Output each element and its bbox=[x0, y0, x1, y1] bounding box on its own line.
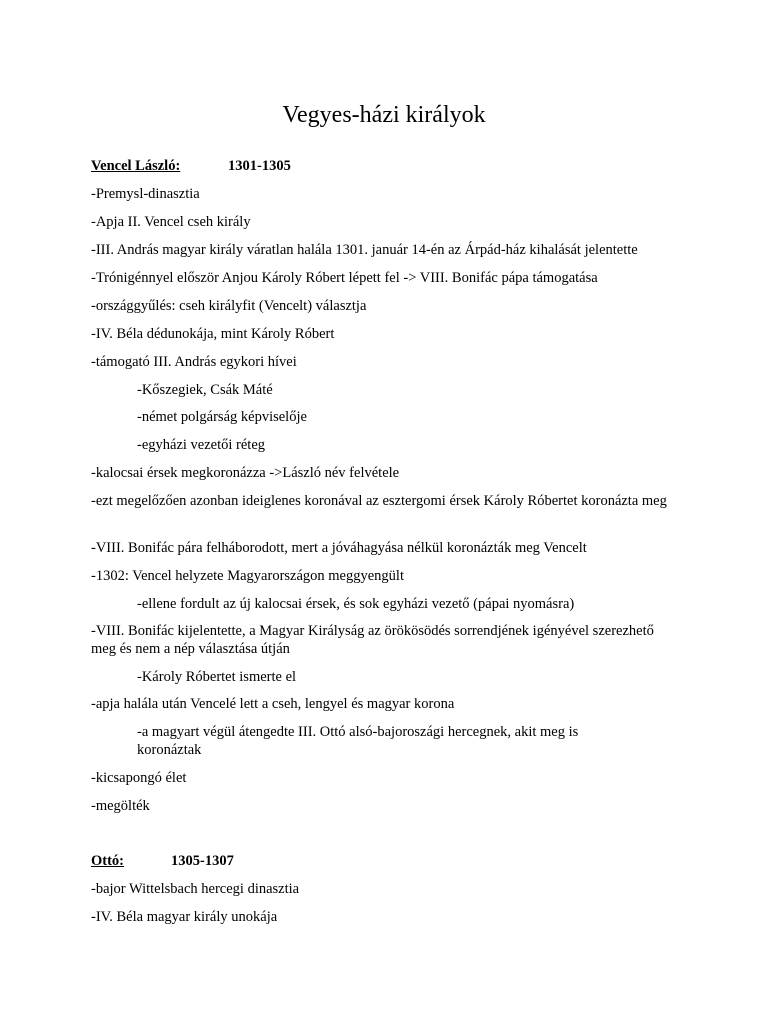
sub-list-item: -Kőszegiek, Csák Máté bbox=[137, 382, 273, 398]
document-title: Vegyes-házi királyok bbox=[282, 102, 486, 128]
sub-list-item: -Károly Róbertet ismerte el bbox=[137, 669, 297, 685]
list-item: -IV. Béla magyar király unokája bbox=[91, 909, 278, 925]
section-heading-vencel bbox=[91, 157, 291, 175]
sub-list-item: -német polgárság képviselője bbox=[137, 409, 307, 425]
list-item: -országgyűlés: cseh királyfit (Vencelt) választja bbox=[91, 298, 367, 314]
section-name: Ottó: bbox=[91, 853, 125, 869]
list-item: -apja halála után Vencelé lett a cseh, lengyel és magyar korona bbox=[91, 696, 455, 712]
section-heading-otto bbox=[91, 852, 234, 870]
list-item: -VIII. Bonifác kijelentette, a Magyar Királyság az örökösödés sorrendjének igényével szerezhető meg és nem a nép választása útján bbox=[91, 623, 654, 657]
list-item: -bajor Wittelsbach hercegi dinasztia bbox=[91, 881, 300, 897]
list-item: -támogató III. András egykori hívei bbox=[91, 354, 297, 370]
list-item: -VIII. Bonifác pára felháborodott, mert a jóváhagyása nélkül koronázták meg Vencelt bbox=[91, 540, 587, 556]
list-item: -IV. Béla dédunokája, mint Károly Róbert bbox=[91, 326, 335, 342]
section-years: 1301-1305 bbox=[228, 158, 291, 174]
sub-list-item: -egyházi vezetői réteg bbox=[137, 437, 266, 453]
list-item: -1302: Vencel helyzete Magyarországon meggyengült bbox=[91, 568, 404, 584]
list-item: -ezt megelőzően azonban ideiglenes koronával az esztergomi érsek Károly Róbertet koronázta meg bbox=[91, 493, 667, 509]
list-item: -kalocsai érsek megkoronázza ->László név felvétele bbox=[91, 465, 400, 481]
list-item: -megölték bbox=[91, 798, 150, 814]
list-item: -Trónigénnyel először Anjou Károly Róbert lépett fel -> VIII. Bonifác pápa támogatása bbox=[91, 270, 598, 286]
list-item: -III. András magyar király váratlan halála 1301. január 14-én az Árpád-ház kihalását jelentette bbox=[91, 242, 638, 258]
section-years: 1305-1307 bbox=[171, 853, 234, 869]
list-item: -Apja II. Vencel cseh király bbox=[91, 214, 251, 230]
section-name: Vencel László: bbox=[91, 158, 181, 174]
list-item: -Premysl-dinasztia bbox=[91, 186, 200, 202]
sub-list-item: -ellene fordult az új kalocsai érsek, és sok egyházi vezető (pápai nyomásra) bbox=[137, 596, 575, 612]
sub-list-item: -a magyart végül átengedte III. Ottó alsó-bajoroszági hercegnek, akit meg is koronáztak bbox=[137, 724, 579, 758]
list-item: -kicsapongó élet bbox=[91, 770, 187, 786]
